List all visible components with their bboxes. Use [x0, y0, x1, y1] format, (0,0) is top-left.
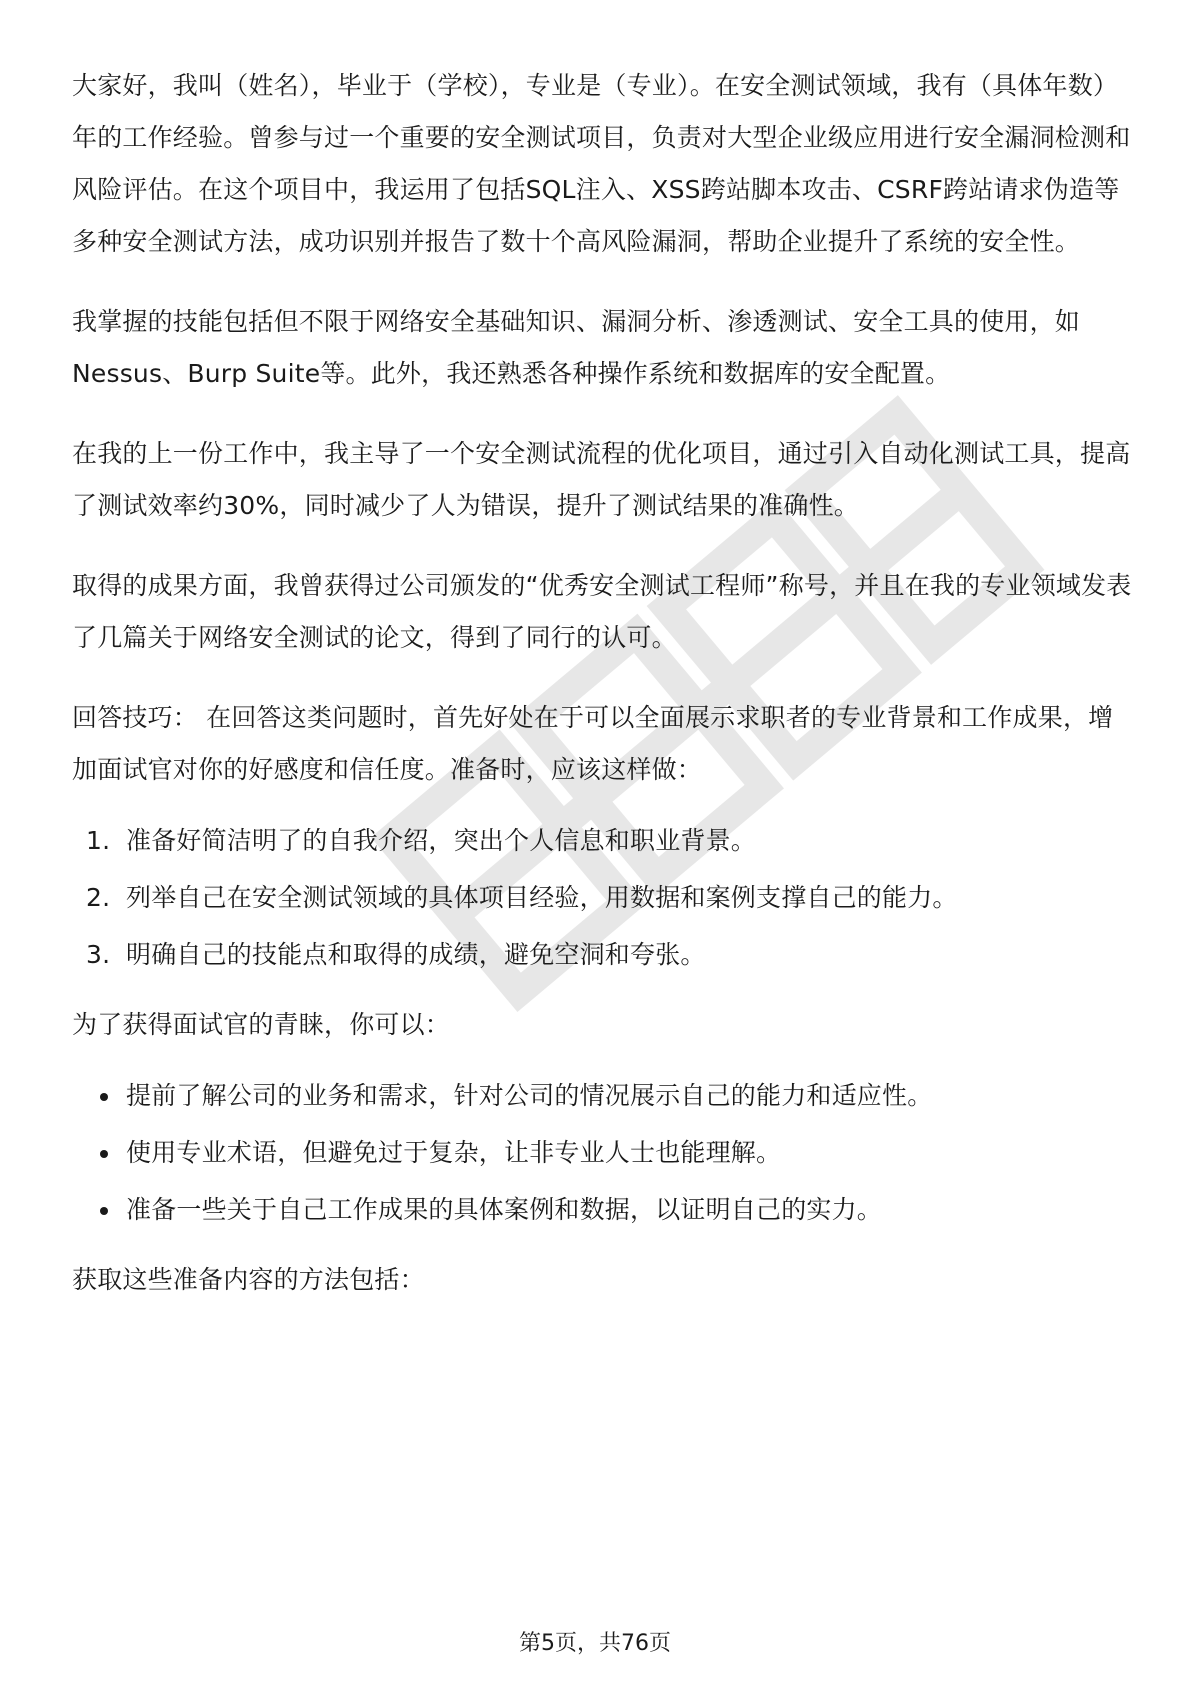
list-number: 2.: [86, 883, 111, 912]
list-number: 1.: [86, 826, 111, 855]
numbered-list: [72, 812, 1132, 983]
list-item: [72, 869, 1132, 926]
list-item-text: 准备一些关于自己工作成果的具体案例和数据，以证明自己的实力。: [126, 1195, 883, 1224]
paragraph-intro: 大家好，我叫（姓名），毕业于（学校），专业是（专业）。在安全测试领域，我有（具体年数）年的工作经验。曾参与过一个重要的安全测试项目，负责对大型企业级应用进行安全漏洞检测和风险评估。在这个项目中，我运用了包括SQL注入、XSS跨站脚本攻击、CSRF跨站请求伪造等多种安全测试方法，成功识别并报告了数十个高风险漏洞，帮助企业提升了系统的安全性。: [72, 71, 1131, 256]
list-item: [72, 1181, 1132, 1238]
paragraph-achievements: 取得的成果方面，我曾获得过公司颁发的“优秀安全测试工程师”称号，并且在我的专业领域发表了几篇关于网络安全测试的论文，得到了同行的认可。: [72, 571, 1132, 652]
paragraph-skills: 我掌握的技能包括但不限于网络安全基础知识、漏洞分析、渗透测试、安全工具的使用，如Nessus、Burp Suite等。此外，我还熟悉各种操作系统和数据库的安全配置。: [72, 307, 1081, 388]
list-item-text: 列举自己在安全测试领域的具体项目经验，用数据和案例支撑自己的能力。: [126, 883, 958, 912]
paragraph-previous-job: 在我的上一份工作中，我主导了一个安全测试流程的优化项目，通过引入自动化测试工具，提高了测试效率约30%，同时减少了人为错误，提升了测试结果的准确性。: [72, 439, 1131, 520]
document-body: [72, 60, 1132, 1334]
bullet-icon: [100, 1093, 108, 1101]
list-item: [72, 926, 1132, 983]
list-item: [72, 1124, 1132, 1181]
page-footer: 第5页，共76页: [519, 1631, 671, 1656]
bullet-icon: [100, 1150, 108, 1158]
list-number: 3.: [86, 940, 111, 969]
list-item-text: 提前了解公司的业务和需求，针对公司的情况展示自己的能力和适应性。: [126, 1081, 933, 1110]
bullet-list: [72, 1067, 1132, 1238]
list-item-text: 使用专业术语，但避免过于复杂，让非专业人士也能理解。: [126, 1138, 782, 1167]
list-item-text: 明确自己的技能点和取得的成绩，避免空洞和夸张。: [126, 940, 706, 969]
bullet-icon: [100, 1207, 108, 1215]
list-item: [72, 812, 1132, 869]
paragraph-bullets-intro: 为了获得面试官的青睐，你可以：: [72, 1010, 451, 1039]
list-item: [72, 1067, 1132, 1124]
paragraph-closing: 获取这些准备内容的方法包括：: [72, 1265, 425, 1294]
paragraph-answer-tips: 回答技巧： 在回答这类问题时，首先好处在于可以全面展示求职者的专业背景和工作成果，增加面试官对你的好感度和信任度。准备时，应该这样做：: [72, 703, 1114, 784]
list-item-text: 准备好简洁明了的自我介绍，突出个人信息和职业背景。: [126, 826, 757, 855]
